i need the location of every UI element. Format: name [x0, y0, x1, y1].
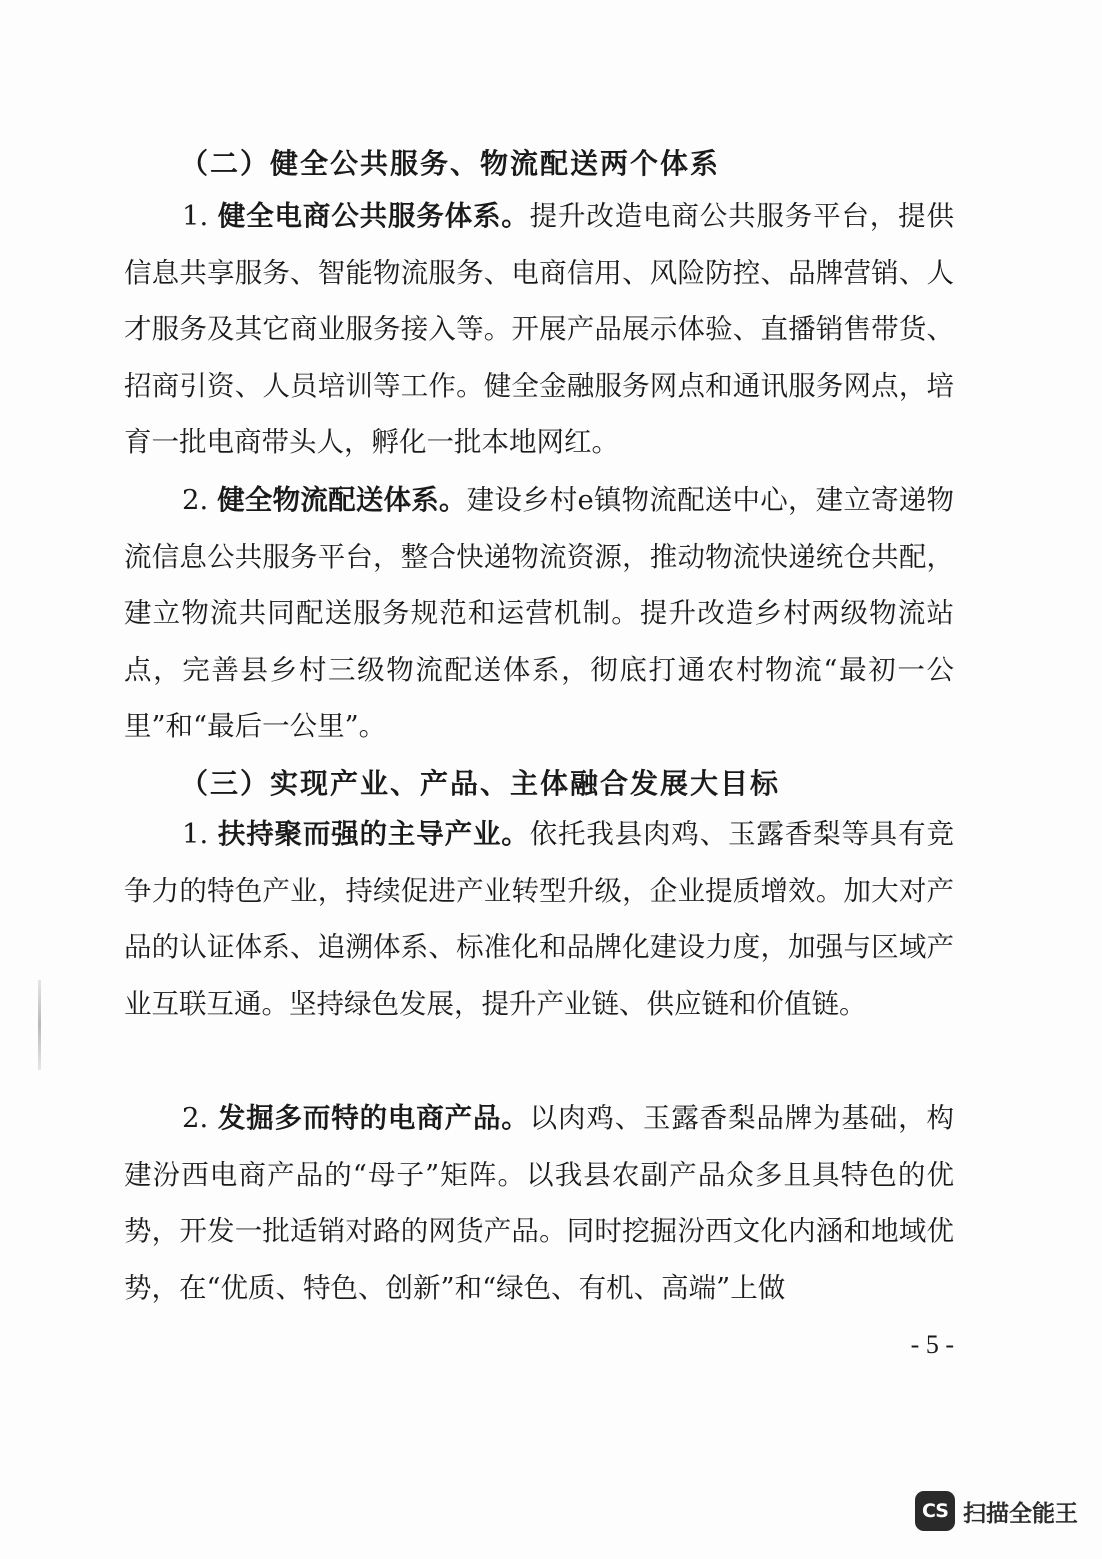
- paragraph-number: 1.: [182, 200, 209, 232]
- paragraph-body: 建设乡村e镇物流配送中心，建立寄递物流信息公共服务平台，整合快递物流资源，推动物流快递统仓共配，建立物流共同配送服务规范和运营机制。提升改造乡村两级物流站点，完善县乡村三级物流配送体系，彻底打通农村物流“最初一公里”和“最后一公里”。: [124, 484, 954, 742]
- scanner-label: 扫描全能王: [963, 1500, 1078, 1527]
- paragraph-number: 2.: [182, 1102, 209, 1134]
- paragraph-body: 以肉鸡、玉露香梨品牌为基础，构建汾西电商产品的“母子”矩阵。以我县农副产品众多且具特色的优势，开发一批适销对路的网货产品。同时挖掘汾西文化内涵和地域优势，在“优质、特色、创新”和“绿色、有机、高端”上做: [124, 1102, 955, 1304]
- paragraph-number: 2.: [182, 484, 209, 516]
- paragraph-ecommerce-products: [124, 1090, 954, 1316]
- paragraph-body: 依托我县肉鸡、玉露香梨等具有竞争力的特色产业，持续促进产业转型升级，企业提质增效。加大对产品的认证体系、追溯体系、标准化和品牌化建设力度，加强与区域产业互联互通。坚持绿色发展，提升产业链、供应链和价值链。: [124, 818, 955, 1020]
- paragraph-title: 发掘多而特的电商产品。: [217, 1102, 530, 1134]
- paragraph-number: 1.: [182, 818, 209, 850]
- paragraph-title: 扶持聚而强的主导产业。: [217, 818, 530, 850]
- paragraph-title: 健全物流配送体系。: [217, 484, 467, 516]
- section-heading-3: （三）实现产业、产品、主体融合发展大目标: [180, 767, 781, 800]
- scanner-badge: [915, 1491, 1078, 1531]
- section-heading-2: （二）健全公共服务、物流配送两个体系: [180, 147, 721, 180]
- paragraph-body: 提升改造电商公共服务平台，提供信息共享服务、智能物流服务、电商信用、风险防控、品牌营销、人才服务及其它商业服务接入等。开展产品展示体验、直播销售带货、招商引资、人员培训等工作。健全金融服务网点和通讯服务网点，培育一批电商带头人，孵化一批本地网红。: [124, 200, 955, 458]
- camscanner-logo-icon: CS: [915, 1491, 955, 1531]
- page-number: - 5 -: [910, 1330, 954, 1359]
- paragraph-title: 健全电商公共服务体系。: [217, 200, 530, 232]
- paragraph-public-service: [124, 188, 954, 471]
- paragraph-leading-industry: [124, 806, 954, 1032]
- paragraph-logistics: [124, 472, 954, 755]
- scan-edge-mark: [38, 980, 41, 1070]
